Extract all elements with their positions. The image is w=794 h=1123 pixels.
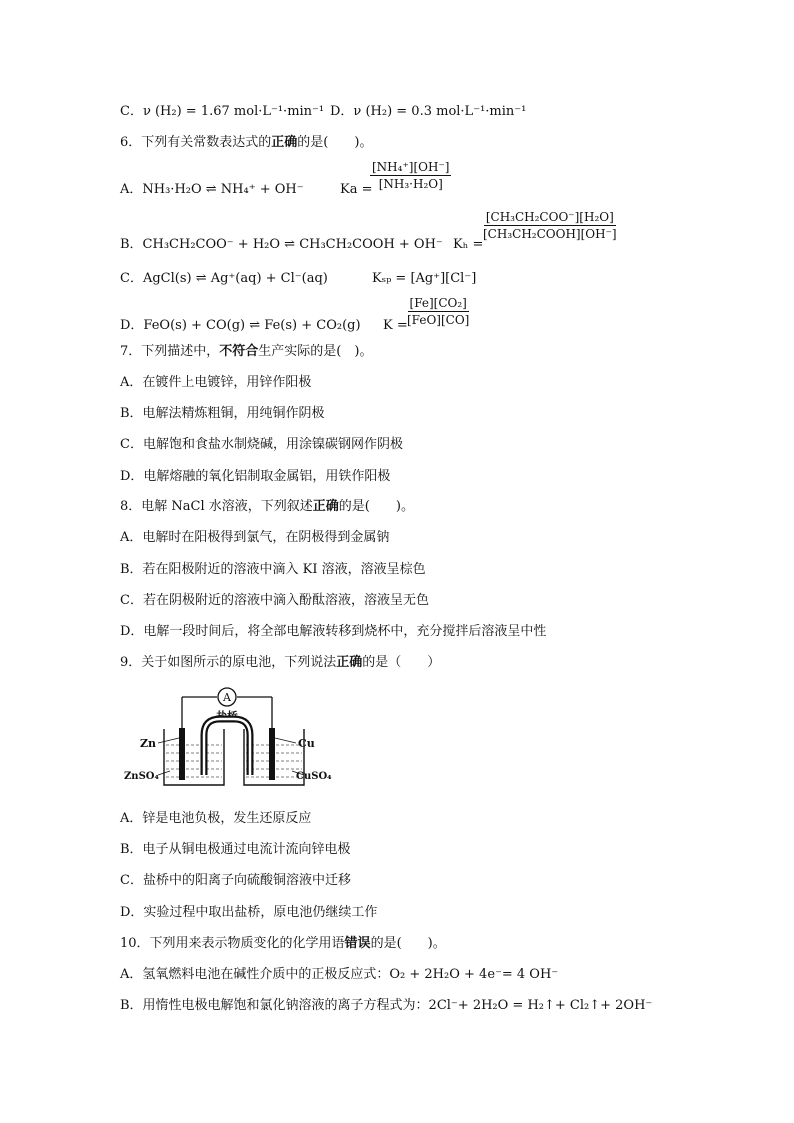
q8-option-c: C．若在阴极附近的溶液中滴入酚酞溶液，溶液呈无色 xyxy=(120,593,429,608)
zn-label: Zn xyxy=(140,737,157,750)
q10-option-b: B．用惰性电极电解饱和氯化钠溶液的离子方程式为：2Cl⁻+ 2H₂O = H₂↑+ Cl₂↑+ 2OH⁻ xyxy=(120,998,653,1013)
q6-stem: 6．下列有关常数表达式的正确的是( )。 xyxy=(120,135,373,150)
q9-stem: 9．关于如图所示的原电池，下列说法正确的是（ ） xyxy=(120,655,441,670)
q5-option-d: D．ν (H₂) = 0.3 mol·L⁻¹·min⁻¹ xyxy=(330,104,527,119)
q7-option-d: D．电解熔融的氧化铝制取金属铝，用铁作阳极 xyxy=(120,469,391,484)
zinc-electrode xyxy=(179,728,185,780)
q8-option-a: A．电解时在阳极得到氯气，在阴极得到金属钠 xyxy=(120,530,390,545)
q6-option-b-fraction xyxy=(481,210,619,241)
q6-option-d: D．FeO(s) + CO(g) ⇌ Fe(s) + CO₂(g) xyxy=(120,318,361,333)
q6-b-numerator: [CH₃CH₂COO⁻][H₂O] xyxy=(485,210,614,224)
q10-option-a: A．氢氧燃料电池在碱性介质中的正极反应式：O₂ + 2H₂O + 4e⁻= 4 OH⁻ xyxy=(120,967,559,982)
q6-option-c-k: Kₛₚ = [Ag⁺][Cl⁻] xyxy=(372,271,477,286)
q7-stem: 7．下列描述中，不符合生产实际的是( )。 xyxy=(120,344,373,359)
q6-b-denominator: [CH₃CH₂COOH][OH⁻] xyxy=(483,227,617,241)
q6-option-b-k: Kₕ = xyxy=(453,237,484,252)
q6-a-denominator: [NH₃·H₂O] xyxy=(378,177,443,191)
q8-stem: 8．电解 NaCl 水溶液，下列叙述正确的是( )。 xyxy=(120,499,414,514)
q7-option-b: B．电解法精炼粗铜，用纯铜作阴极 xyxy=(120,406,325,421)
q6-option-d-fraction xyxy=(405,296,471,327)
salt-bridge-label: 盐桥 xyxy=(216,710,238,723)
q9-option-b: B．电子从铜电极通过电流计流向锌电极 xyxy=(120,842,351,857)
q9-option-a: A．锌是电池负极，发生还原反应 xyxy=(120,811,312,826)
galvanic-cell-diagram xyxy=(122,683,352,798)
q6-option-a-k: Ka = xyxy=(340,182,373,197)
cuso4-label: CuSO₄ xyxy=(296,771,332,782)
q7-option-a: A．在镀件上电镀锌，用锌作阳极 xyxy=(120,375,312,390)
q6-d-numerator: [Fe][CO₂] xyxy=(409,296,467,310)
znso4-label: ZnSO₄ xyxy=(124,771,159,782)
q6-d-denominator: [FeO][CO] xyxy=(407,313,470,327)
cu-label: Cu xyxy=(298,737,315,750)
q8-option-d: D．电解一段时间后，将全部电解液转移到烧杯中，充分搅拌后溶液呈中性 xyxy=(120,624,547,639)
q6-option-a: A．NH₃·H₂O ⇌ NH₄⁺ + OH⁻ xyxy=(120,182,304,197)
q6-option-d-k: K = xyxy=(383,318,408,333)
q8-option-b: B．若在阳极附近的溶液中滴入 KI 溶液，溶液呈棕色 xyxy=(120,562,426,577)
q6-option-c: C．AgCl(s) ⇌ Ag⁺(aq) + Cl⁻(aq) xyxy=(120,271,328,286)
ammeter-label: A xyxy=(223,691,231,704)
q5-option-c: C．ν (H₂) = 1.67 mol·L⁻¹·min⁻¹ xyxy=(120,104,325,119)
q6-a-numerator: [NH₄⁺][OH⁻] xyxy=(372,160,450,174)
q6-option-b: B．CH₃CH₂COO⁻ + H₂O ⇌ CH₃CH₂COOH + OH⁻ xyxy=(120,237,443,252)
q9-option-c: C．盐桥中的阳离子向硫酸铜溶液中迁移 xyxy=(120,873,351,888)
q6-option-a-fraction xyxy=(370,160,451,191)
copper-electrode xyxy=(269,728,275,780)
q9-option-d: D．实验过程中取出盐桥，原电池仍继续工作 xyxy=(120,905,378,920)
q7-option-c: C．电解饱和食盐水制烧碱，用涂镍碳钢网作阴极 xyxy=(120,437,403,452)
q10-stem: 10．下列用来表示物质变化的化学用语错误的是( )。 xyxy=(120,936,446,951)
